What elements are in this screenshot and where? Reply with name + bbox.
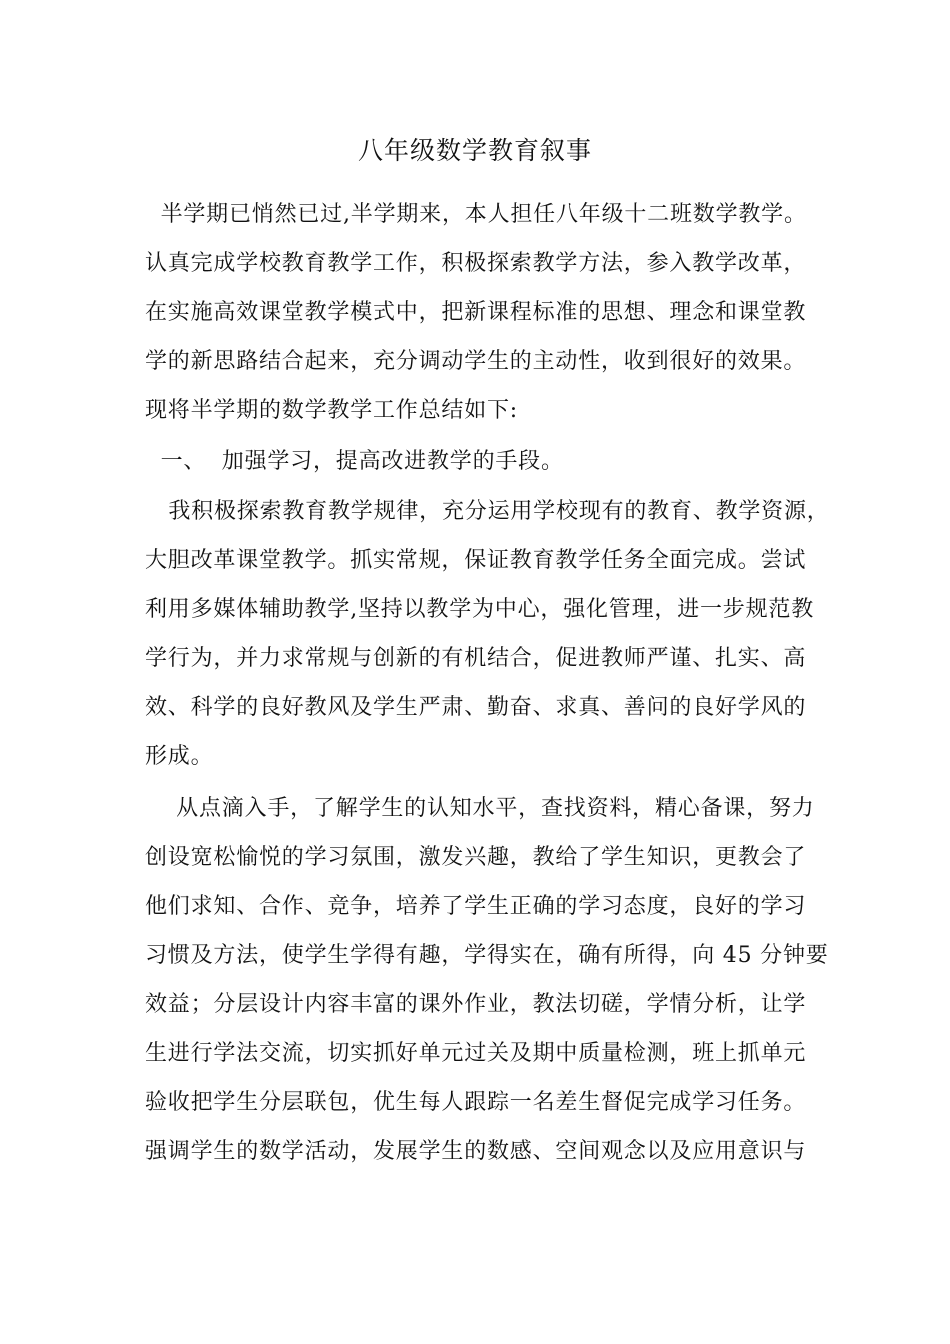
paragraph-line: 形成。 [145, 744, 214, 769]
paragraph-line: 效益；分层设计内容丰富的课外作业，教法切磋，学情分析，让学 [145, 992, 807, 1017]
section-heading: 一、 加强学习，提高改进教学的手段。 [145, 449, 564, 474]
document-title: 八年级数学教育叙事 [357, 136, 592, 165]
paragraph-line: 在实施高效课堂教学模式中，把新课程标准的思想、理念和课堂教 [145, 300, 807, 325]
paragraph-line: 学行为，并力求常规与创新的有机结合，促进教师严谨、扎实、高 [145, 646, 807, 671]
paragraph-line: 学的新思路结合起来，充分调动学生的主动性，收到很好的效果。 [145, 349, 807, 374]
paragraph-line: 强调学生的数学活动，发展学生的数感、空间观念以及应用意识与 [145, 1139, 807, 1164]
paragraph-line: 验收把学生分层联包，优生每人跟踪一名差生督促完成学习任务。 [145, 1090, 807, 1115]
paragraph-line: 我积极探索教育教学规律，充分运用学校现有的教育、教学资源， [145, 499, 830, 524]
paragraph-line: 现将半学期的数学教学工作总结如下: [145, 398, 519, 423]
paragraph-line: 创设宽松愉悦的学习氛围，激发兴趣，教给了学生知识，更教会了 [145, 845, 807, 870]
paragraph-line: 他们求知、合作、竞争，培养了学生正确的学习态度，良好的学习 [145, 894, 807, 919]
paragraph-line: 生进行学法交流，切实抓好单元过关及期中质量检测，班上抓单元 [145, 1041, 807, 1066]
paragraph-line: 半学期已悄然已过,半学期来，本人担任八年级十二班数学教学。 [145, 202, 807, 227]
paragraph-line: 习惯及方法，使学生学得有趣，学得实在，确有所得，向 45 分钟要 [145, 943, 829, 968]
paragraph-line: 认真完成学校教育教学工作，积极探索教学方法，参入教学改革， [145, 251, 807, 276]
paragraph-line: 从点滴入手，了解学生的认知水平，查找资料，精心备课，努力 [145, 796, 815, 821]
paragraph-line: 效、科学的良好教风及学生严肃、勤奋、求真、善问的良好学风的 [145, 695, 807, 720]
paragraph-line: 利用多媒体辅助教学,坚持以教学为中心，强化管理，进一步规范教 [145, 597, 814, 622]
paragraph-line: 大胆改革课堂教学。抓实常规，保证教育教学任务全面完成。尝试 [145, 548, 807, 573]
